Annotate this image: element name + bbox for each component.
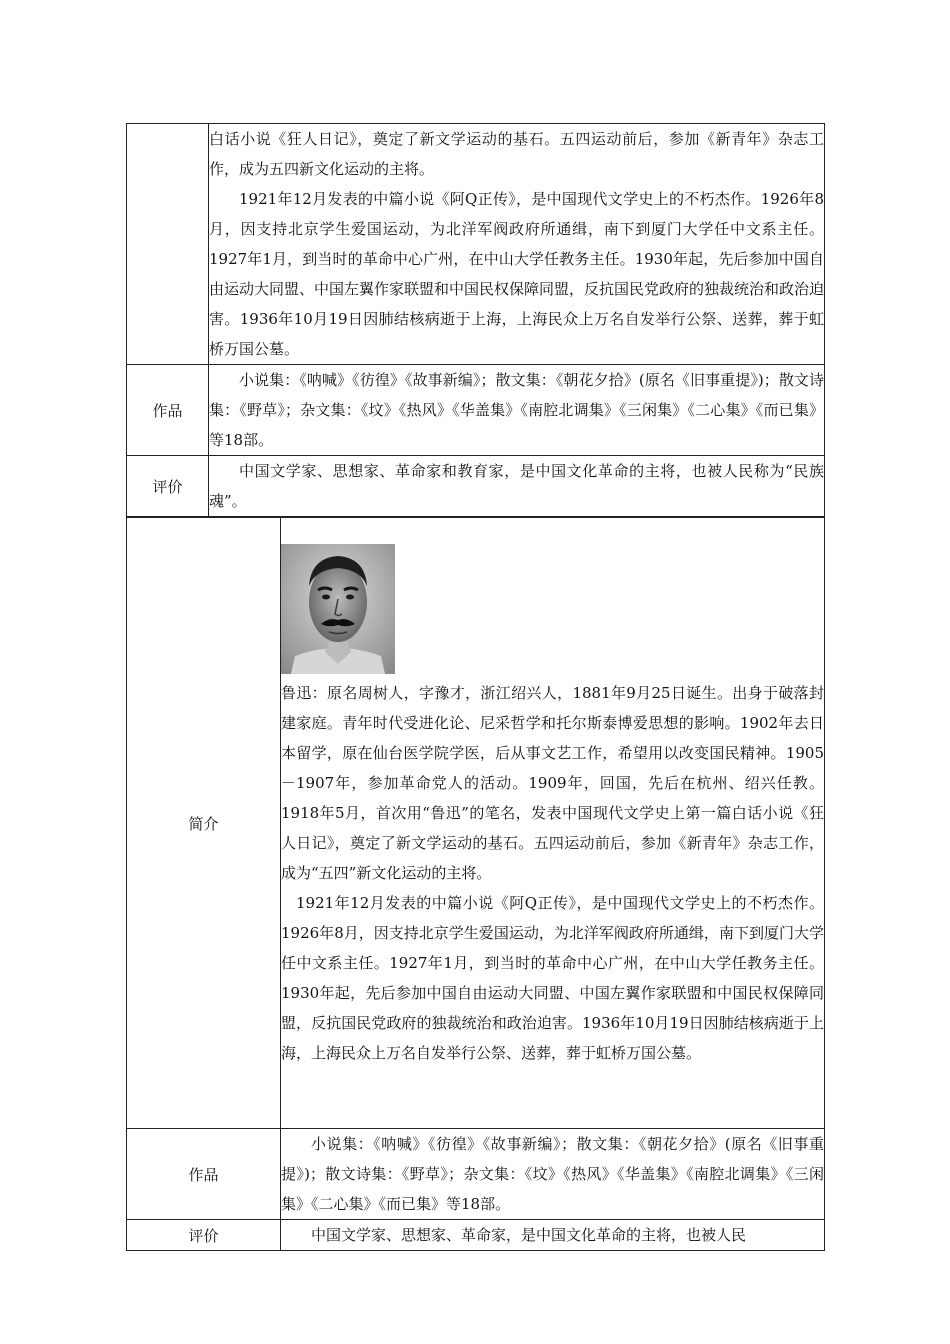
intro-row [127, 518, 825, 1129]
intro-content-cell [209, 124, 825, 365]
works-label: 作品 [127, 365, 209, 456]
evaluation-row [127, 1220, 825, 1251]
evaluation-text: 中国文学家、思想家、革命家，是中国文化革命的主将，也被人民 [311, 1226, 747, 1244]
evaluation-content-cell [209, 456, 825, 517]
intro-paragraph-2: 1921年12月发表的中篇小说《阿Q正传》，是中国现代文学史上的不朽杰作。1926年8月，因支持北京学生爱国运动，为北洋军阀政府所通缉，南下到厦门大学任中文系主任。1927年1月，到当时的革命中心广州，在中山大学任教务主任。1930年起，先后参加中国自由运动大同盟、中国左翼作家联盟和中国民权保障同盟，反抗国民党政府的独裁统治和政治迫害。1936年10月19日因肺结核病逝于上海，上海民众上万名自发举行公祭、送葬，葬于虹桥万国公墓。 [281, 894, 824, 1062]
works-row [127, 365, 825, 456]
bio-table [126, 517, 825, 1251]
intro-content-cell [281, 518, 825, 1129]
intro-paragraph-1: 鲁迅：原名周树人，字豫才，浙江绍兴人，1881年9月25日诞生。出身于破落封建家庭。青年时代受进化论、尼采哲学和托尔斯泰博爱思想的影响。1902年去日本留学，原在仙台医学院学医，后从事文艺工作，希望用以改变国民精神。1905－1907年，参加革命党人的活动。1909年，回国，先后在杭州、绍兴任教。1918年5月，首次用“鲁迅”的笔名，发表中国现代文学史上第一篇白话小说《狂人日记》，奠定了新文学运动的基石。五四运动前后，参加《新青年》杂志工作，成为“五四”新文化运动的主将。 [281, 684, 824, 882]
works-row [127, 1129, 825, 1220]
portrait-photo [281, 544, 395, 674]
evaluation-label: 评价 [127, 1220, 281, 1251]
evaluation-row [127, 456, 825, 517]
bio-table-continued [126, 123, 825, 517]
intro-label-cell-empty [127, 124, 209, 365]
works-content-cell [209, 365, 825, 456]
intro-row-continued [127, 124, 825, 365]
works-label: 作品 [127, 1129, 281, 1220]
intro-label: 简介 [127, 518, 281, 1129]
evaluation-content-cell [281, 1220, 825, 1251]
intro-paragraph-2: 1921年12月发表的中篇小说《阿Q正传》，是中国现代文学史上的不朽杰作。1926年8月，因支持北京学生爱国运动，为北洋军阀政府所通缉，南下到厦门大学任中文系主任。1927年1月，到当时的革命中心广州，在中山大学任教务主任。1930年起，先后参加中国自由运动大同盟、中国左翼作家联盟和中国民权保障同盟，反抗国民党政府的独裁统治和政治迫害。1936年10月19日因肺结核病逝于上海，上海民众上万名自发举行公祭、送葬，葬于虹桥万国公墓。 [209, 190, 825, 358]
works-content-cell [281, 1129, 825, 1220]
works-text: 小说集：《呐喊》《彷徨》《故事新编》；散文集：《朝花夕拾》(原名《旧事重提》)；散文诗集：《野草》；杂文集：《坟》《热风》《华盖集》《南腔北调集》《三闲集》《二心集》《而已集》等18部。 [209, 371, 824, 449]
intro-paragraph-1-tail: 白话小说《狂人日记》，奠定了新文学运动的基石。五四运动前后，参加《新青年》杂志工作，成为五四新文化运动的主将。 [209, 130, 824, 178]
evaluation-label: 评价 [127, 456, 209, 517]
evaluation-text: 中国文学家、思想家、革命家和教育家，是中国文化革命的主将，也被人民称为“民族魂”。 [209, 462, 824, 510]
works-text: 小说集：《呐喊》《彷徨》《故事新编》；散文集：《朝花夕拾》(原名《旧事重提》)；散文诗集：《野草》；杂文集：《坟》《热风》《华盖集》《南腔北调集》《三闲集》《二心集》《而已集》等18部。 [281, 1135, 824, 1213]
